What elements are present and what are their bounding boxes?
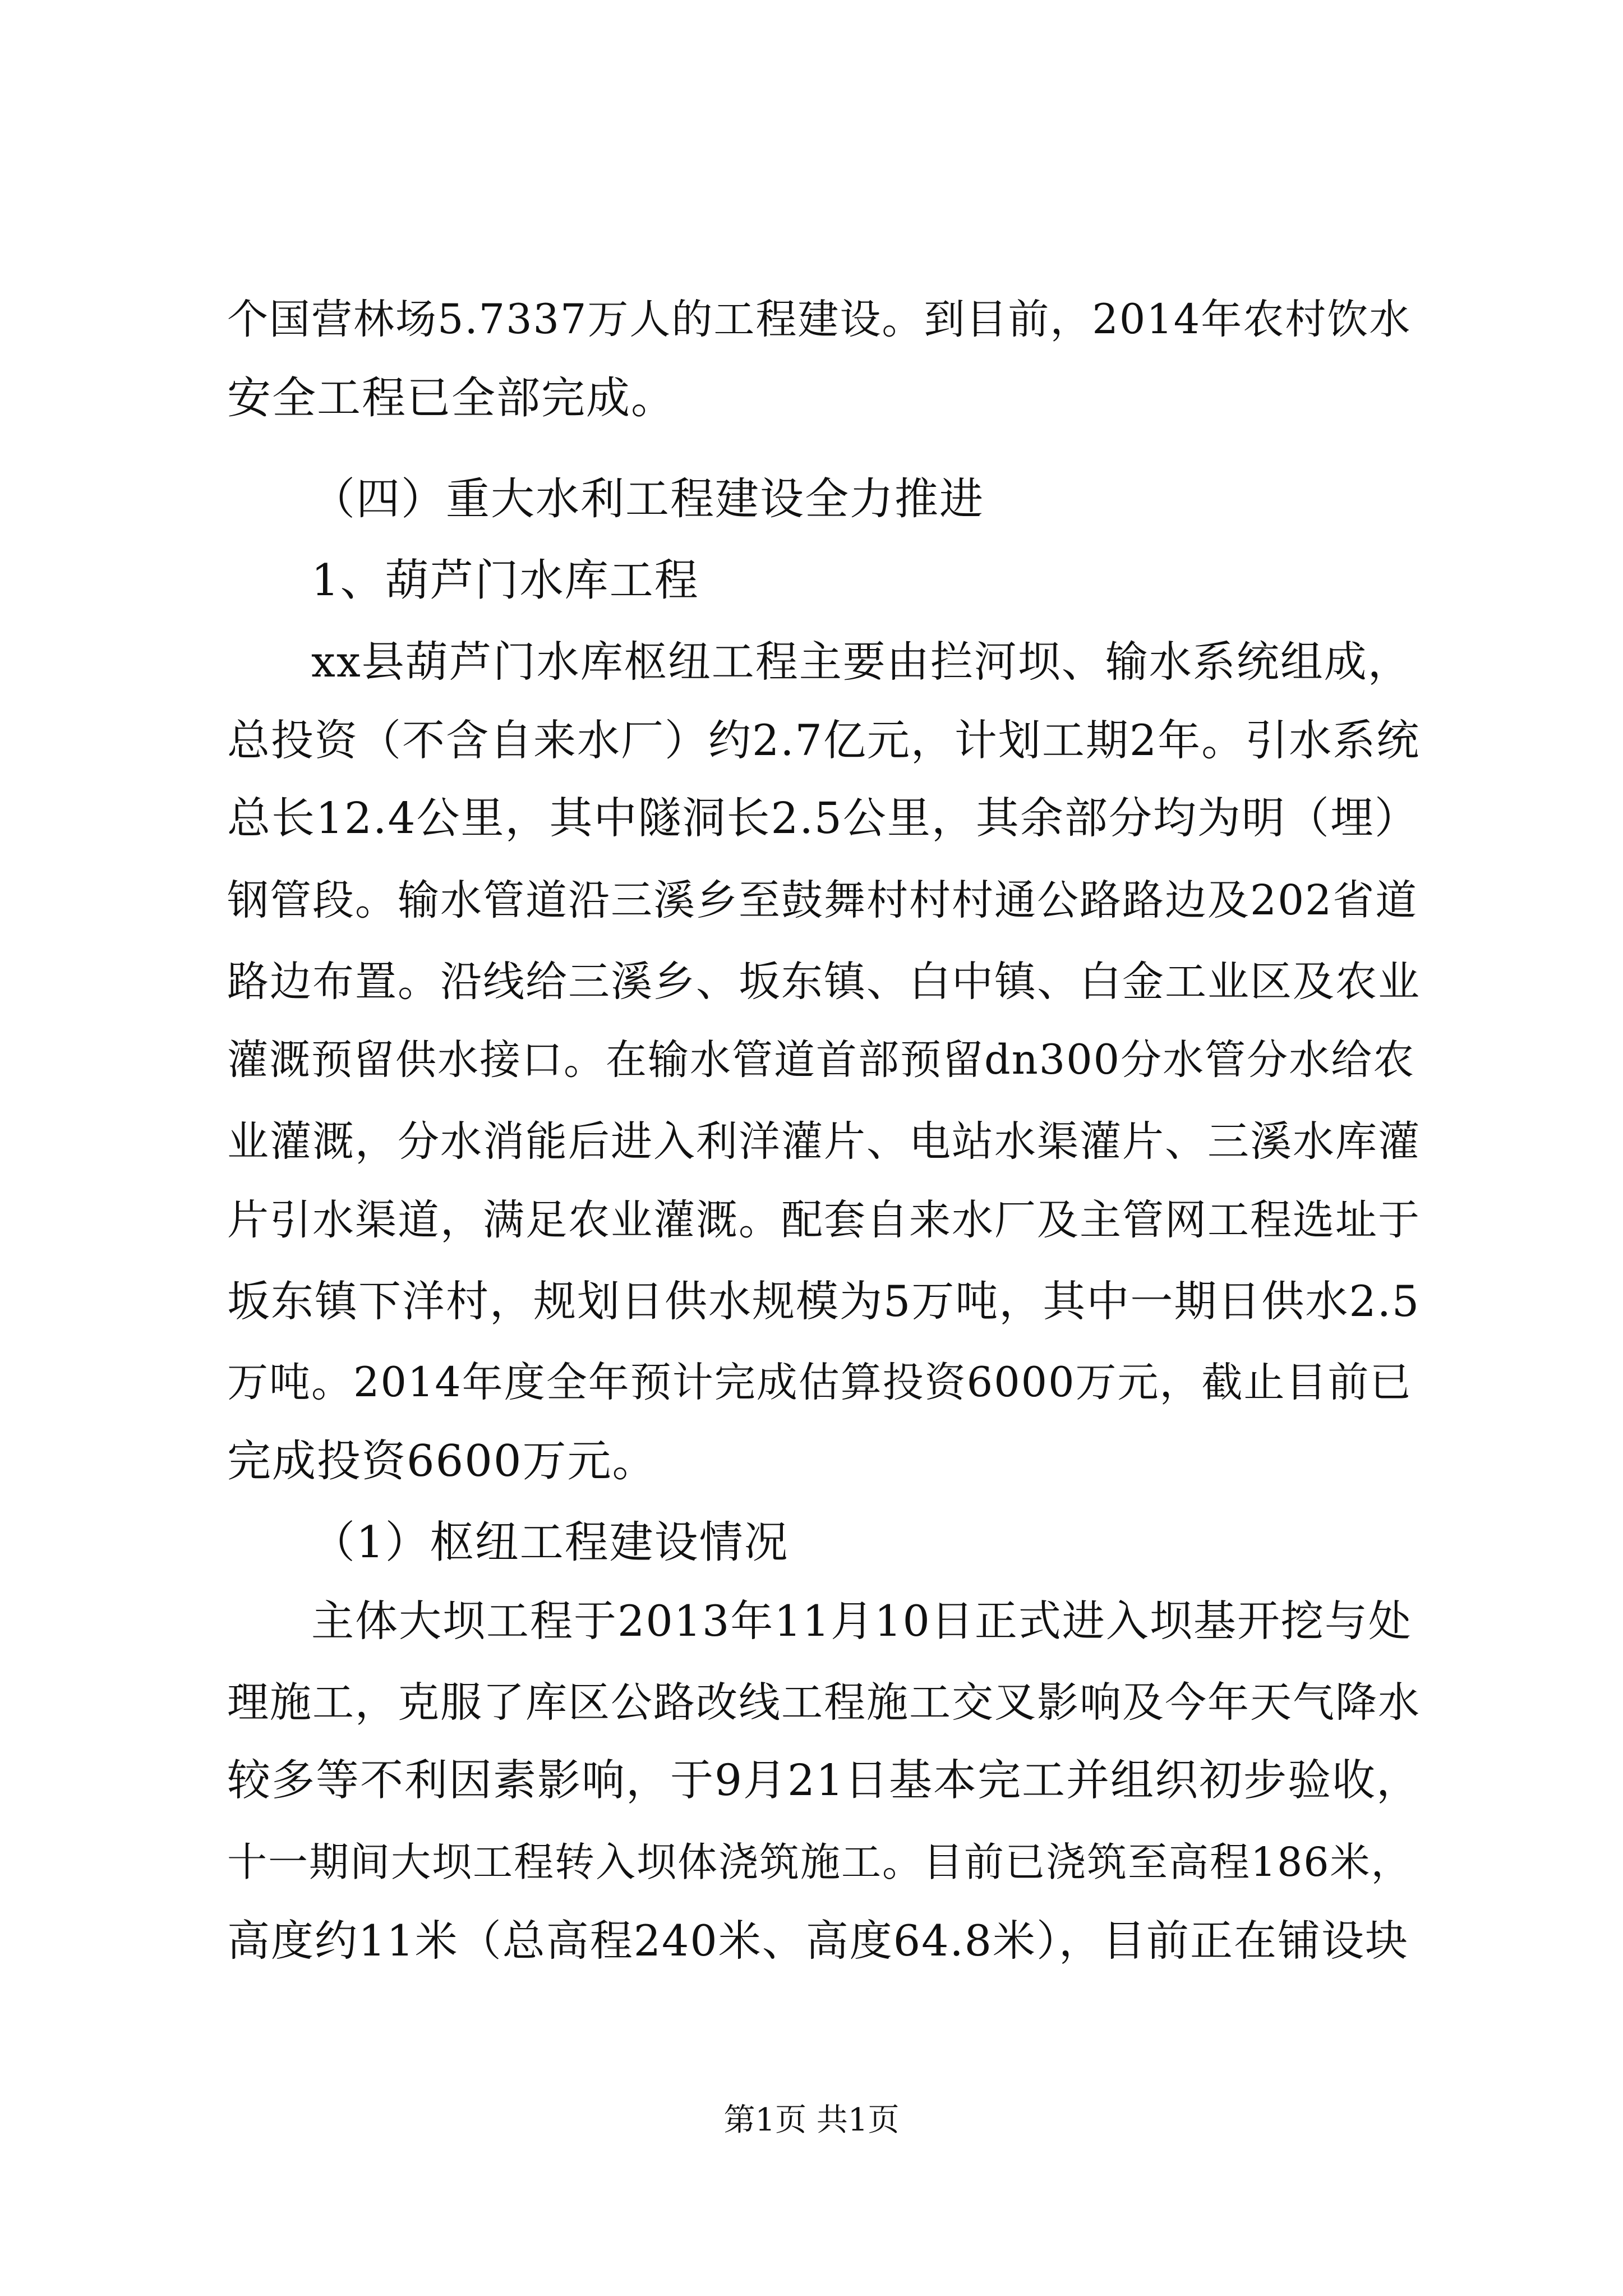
text-line: 高度约11米（总高程240米、高度64.8米），目前正在铺设块 <box>227 1916 1409 1966</box>
text-line: 钢管段。输水管道沿三溪乡至鼓舞村村村通公路路边及202省道 <box>227 876 1418 924</box>
text-line: 灌溉预留供水接口。在输水管道首部预留dn300分水管分水给农 <box>227 1036 1415 1084</box>
subsection-heading: （1）枢纽工程建设情况 <box>311 1517 789 1568</box>
text-line: 坂东镇下洋村，规划日供水规模为5万吨，其中一期日供水2.5 <box>227 1276 1421 1326</box>
page-footer: 第1页 共1页 <box>723 2102 900 2138</box>
text-line: 主体大坝工程于2013年11月10日正式进入坝基开挖与处 <box>311 1596 1412 1646</box>
text-line: 完成投资6600万元。 <box>227 1436 657 1487</box>
text-line: 较多等不利因素影响，于9月21日基本完工并组织初步验收， <box>227 1756 1421 1806</box>
text-line: 万吨。2014年度全年预计完成估算投资6000万元，截止目前已 <box>227 1359 1412 1406</box>
text-line: 总投资（不含自来水厂）约2.7亿元，计划工期2年。引水系统 <box>227 715 1421 765</box>
section-heading: （四）重大水利工程建设全力推进 <box>311 474 985 524</box>
text-line: 业灌溉，分水消能后进入利洋灌片、电站水渠灌片、三溪水库灌 <box>227 1117 1421 1166</box>
subsection-heading: 1、葫芦门水库工程 <box>311 555 699 606</box>
text-line: 片引水渠道，满足农业灌溉。配套自来水厂及主管网工程选址于 <box>227 1196 1421 1244</box>
text-line: 理施工，克服了库区公路改线工程施工交叉影响及今年天气降水 <box>227 1678 1421 1727</box>
text-line: 路边布置。沿线给三溪乡、坂东镇、白中镇、白金工业区及农业 <box>227 958 1421 1006</box>
text-line: 个国营林场5.7337万人的工程建设。到目前，2014年农村饮水 <box>227 296 1412 343</box>
text-line: xx县葫芦门水库枢纽工程主要由拦河坝、输水系统组成， <box>311 637 1412 687</box>
text-line: 安全工程已全部完成。 <box>227 373 676 424</box>
text-line: 总长12.4公里，其中隧洞长2.5公里，其余部分均为明（埋） <box>227 794 1419 844</box>
text-line: 十一期间大坝工程转入坝体浇筑施工。目前已浇筑至高程186米， <box>227 1839 1412 1885</box>
